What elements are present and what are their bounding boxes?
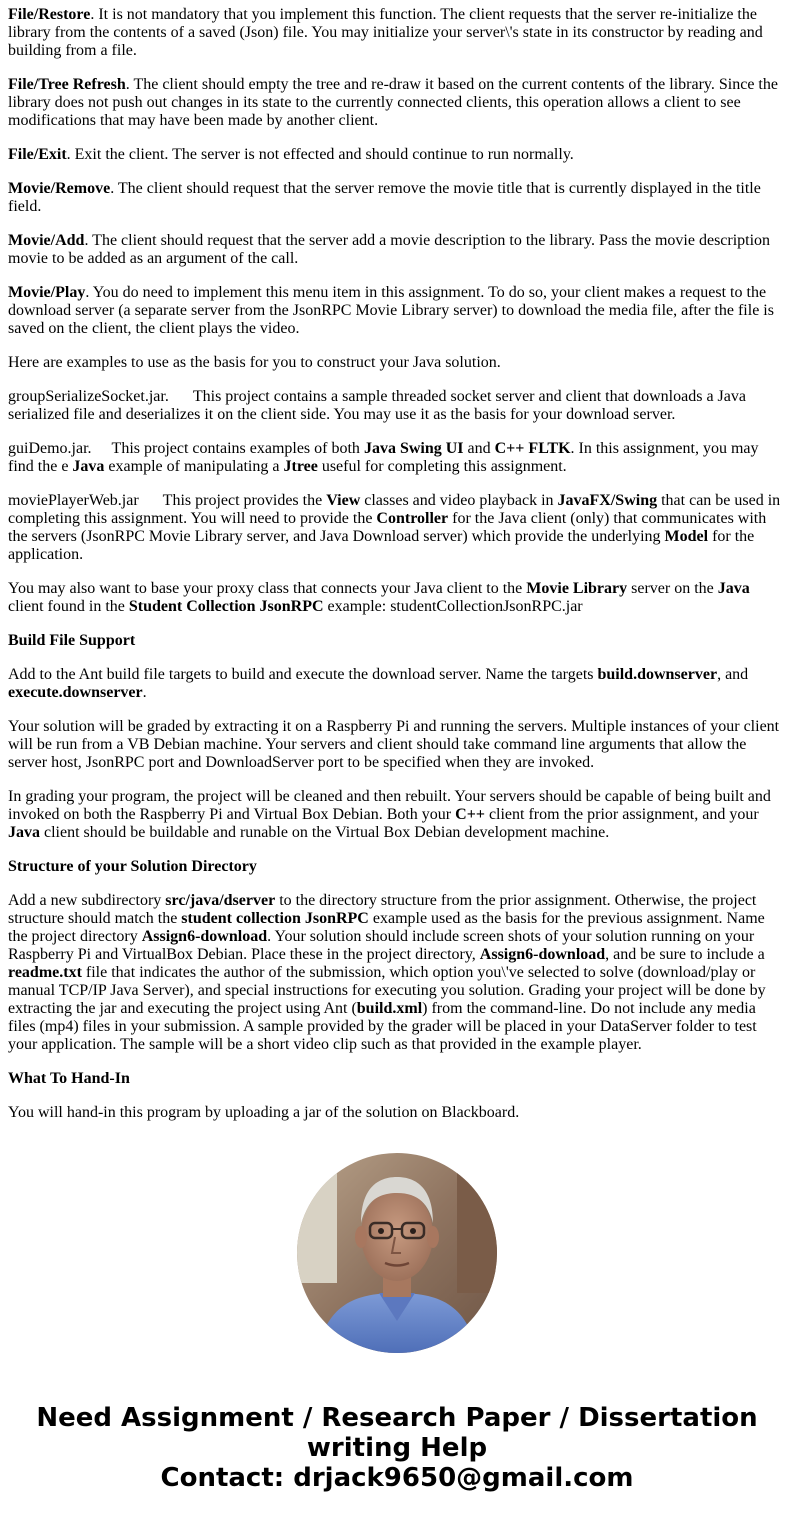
text-run: In grading your program, the project will be cleaned and then rebuilt. Your servers should be capable of being built and invoked on both the Raspberry Pi and Virtual Box Debian. Both your (8, 788, 771, 823)
text-run: client should be buildable and runable on the Virtual Box Debian development machine. (40, 824, 610, 841)
bold-run: Student Collection JsonRPC (128, 598, 324, 615)
jar-name: moviePlayerWeb.jar (8, 492, 139, 509)
heading-text: What To Hand-In (8, 1070, 130, 1087)
bold-run: C++ (455, 806, 485, 823)
bold-run: Java Swing UI (363, 440, 464, 457)
paragraph-text: . The client should empty the tree and re-draw it based on the current contents of the library. Since the library does not push out changes in its state to the currently connected clients, this operation allows a client to see modifications that may have been made by another client. (8, 76, 778, 129)
text-run: example used as the basis for the previous assignment. Name the project directory (8, 910, 765, 945)
text-run: client found in the (8, 598, 129, 615)
bold-run: Java (717, 580, 750, 597)
author-portrait-image (297, 1153, 497, 1353)
text-run: and (463, 440, 495, 457)
text-run: ) from the command-line. Do not include any media files (mp4) files in your submission. A sample provided by the grader will be placed in your DataServer folder to test your application. The sample will be a short video clip such as that provided in the example player. (8, 1000, 757, 1053)
bold-run: Java (72, 458, 105, 475)
avatar (297, 1153, 497, 1353)
jar-name: groupSerializeSocket.jar. (8, 388, 169, 405)
examples-intro: Here are examples to use as the basis for you to construct your Java solution. (8, 354, 501, 371)
jar-name: guiDemo.jar. (8, 440, 92, 457)
bold-run: student collection JsonRPC (181, 910, 369, 927)
bold-run: build.downserver (597, 666, 718, 683)
heading-text: Build File Support (8, 632, 136, 649)
example-movie-player (8, 492, 784, 564)
text-run: , and be sure to include a (605, 946, 765, 963)
document-body (8, 0, 784, 1124)
text-run: to the directory structure from the prior assignment. Otherwise, the project structure should match the (8, 892, 757, 927)
bold-run: Model (664, 528, 709, 545)
document-content (8, 0, 784, 1124)
bold-run: Assign6-download (479, 946, 606, 963)
paragraph-movie-remove (8, 180, 784, 216)
text-run: Add to the Ant build file targets to build and execute the download server. Name the targets (8, 666, 598, 683)
bold-run: build.xml (356, 1000, 423, 1017)
bold-run: Assign6-download (141, 928, 268, 945)
text-run: that can be used in completing this assignment. You will need to provide the (8, 492, 781, 527)
banner-line-1: Need Assignment / Research Paper / Dissertation (36, 1403, 758, 1433)
text-run: file that indicates the author of the submission, which option you\'ve selected to solve (download/play or manual TCP/IP Java Server), and special instructions for executing you solution. Grading your project will be done by extracting the jar and executing the project using Ant ( (8, 964, 766, 1017)
contact-banner (0, 1403, 794, 1493)
paragraph-movie-play (8, 284, 784, 338)
text-run: for the application. (8, 528, 755, 563)
text-run: This project provides the (162, 492, 327, 509)
bold-run: src/java/dserver (165, 892, 276, 909)
bold-run: Jtree (283, 458, 318, 475)
paragraph-file-tree-refresh (8, 76, 784, 130)
paragraph-file-restore (8, 6, 784, 60)
menu-title: Movie/Add (8, 232, 85, 249)
text-run: client from the prior assignment, and your (484, 806, 759, 823)
bold-run: View (326, 492, 361, 509)
paragraph-grading (8, 788, 784, 842)
text-run: This project contains examples of both (111, 440, 364, 457)
paragraph-text: . You do need to implement this menu item in this assignment. To do so, your client makes a request to the download server (a separate server from the JsonRPC Movie Library server) to download the media file, after the file is saved on the client, the client plays the video. (8, 284, 774, 337)
banner-contact-email: Contact: drjack9650@gmail.com (160, 1463, 634, 1493)
paragraph-structure (8, 892, 784, 1054)
text-run: . In this assignment, you may find the e (8, 440, 759, 475)
bold-run: execute.downserver (8, 684, 143, 701)
text-run: for the Java client (only) that communicates with the servers (JsonRPC Movie Library server, and Java Download server) which provide the underlying (8, 510, 767, 545)
menu-title: File/Exit (8, 146, 67, 163)
menu-title: Movie/Remove (8, 180, 111, 197)
text-run: example of manipulating a (104, 458, 284, 475)
banner-line-2: writing Help (306, 1433, 488, 1463)
paragraph-build (8, 666, 784, 702)
bold-run: C++ FLTK (494, 440, 571, 457)
paragraph-graded: Your solution will be graded by extracting it on a Raspberry Pi and running the servers. Multiple instances of your client will be run from a VB Debian machine. Your servers and client should take command line arguments that allow the server host, JsonRPC port and DownloadServer port to be specified when they are invoked. (8, 718, 780, 771)
heading-build-file-support (8, 632, 784, 650)
paragraph-text: . Exit the client. The server is not effected and should continue to run normally. (66, 146, 574, 163)
text-run: . (142, 684, 147, 701)
text-run: , and (717, 666, 749, 683)
paragraph-movie-add (8, 232, 784, 268)
example-group-serialize (8, 388, 784, 424)
menu-title: File/Restore (8, 6, 91, 23)
paragraph-text: . It is not mandatory that you implement this function. The client requests that the server re-initialize the library from the contents of a saved (Json) file. You may initialize your server\'s state in its constructor by reading and building from a file. (8, 6, 763, 59)
heading-text: Structure of your Solution Directory (8, 858, 257, 875)
text-run: Add a new subdirectory (8, 892, 166, 909)
bold-run: JavaFX/Swing (557, 492, 658, 509)
paragraph-hand-in: You will hand-in this program by uploading a jar of the solution on Blackboard. (8, 1104, 520, 1121)
bold-run: readme.txt (8, 964, 82, 981)
example-text: This project contains a sample threaded socket server and client that downloads a Java serialized file and deserializes it on the client side. You may use it as the basis for your download server. (8, 388, 746, 423)
heading-structure (8, 858, 784, 876)
text-run: classes and video playback in (360, 492, 558, 509)
bold-run: Controller (376, 510, 449, 527)
text-run: server on the (627, 580, 718, 597)
text-run: . Your solution should include screen shots of your solution running on your Raspberry Pi and VirtualBox Debian. Place these in the project directory, (8, 928, 755, 963)
text-run: You may also want to base your proxy class that connects your Java client to the (8, 580, 527, 597)
paragraph-text: . The client should request that the server remove the movie title that is currently displayed in the title field. (8, 180, 761, 215)
bold-run: Java (8, 824, 40, 841)
text-run: useful for completing this assignment. (317, 458, 567, 475)
paragraph-file-exit (8, 146, 784, 164)
paragraph-proxy (8, 580, 784, 616)
menu-title: Movie/Play (8, 284, 86, 301)
heading-what-to-hand-in (8, 1070, 784, 1088)
example-gui-demo (8, 440, 784, 476)
bold-run: Movie Library (526, 580, 628, 597)
paragraph-text: . The client should request that the server add a movie description to the library. Pass the movie description movie to be added as an argument of the call. (8, 232, 771, 267)
menu-title: File/Tree Refresh (8, 76, 126, 93)
text-run: example: studentCollectionJsonRPC.jar (323, 598, 583, 615)
